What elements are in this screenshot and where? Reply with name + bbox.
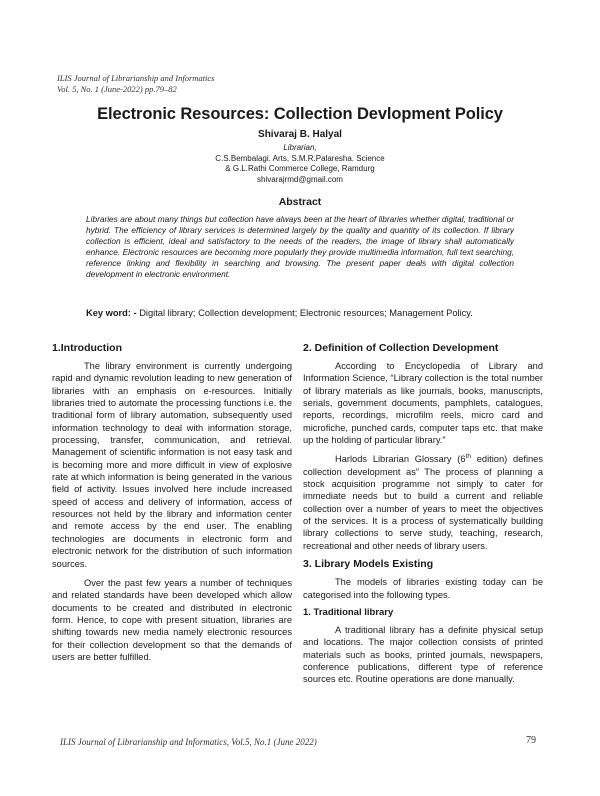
section-heading-library-models: 3. Library Models Existing (303, 558, 434, 571)
page-footer: ILIS Journal of Librarianship and Informatics, Vol.5, No.1 (June 2022) (60, 737, 317, 747)
subheading-traditional-library: 1. Traditional library (303, 606, 394, 618)
author-affiliation (0, 143, 600, 185)
abstract-heading: Abstract (278, 196, 322, 208)
introduction-paragraph-2: Over the past few years a number of techniques and related standards have been developed which allow documents to be created and distributed in electronic form. Hence, to cope with present situation, libraries are shifting towards new media namely electronic resources for their collection development so that the demands of users are better fulfilled. (52, 577, 292, 662)
library-models-paragraph: The models of libraries existing today can be categorised into the following types. (303, 577, 543, 600)
journal-name: ILIS Journal of Librarianship and Informatics (57, 73, 215, 83)
author-name: Shivaraj B. Halyal (258, 129, 342, 140)
journal-issue: Vol. 5, No. 1 (June-2022) pp.79–82 (57, 84, 177, 94)
author-role: Librarian, (283, 143, 317, 152)
abstract-text: Libraries are about many things but collection have always been at the heart of libraries whether digital, traditional or hybrid. The efficiency of library services is determined largely by the quality and quantity of its collection. If library collection is efficient, ideal and satisfactory to the needs of the readers, the image of library shall automatically enhance. Electronic resources are becoming more popularly they provide multimedia information, full text searching, reference linking and flexibility in searching and browsing. The present paper deals with digital collection development in electronic environment. (86, 214, 514, 280)
definition-p2-start: Harlods Librarian Glossary (6 (335, 454, 466, 465)
definition-paragraph-2 (303, 453, 543, 552)
right-column (303, 341, 543, 686)
keywords-label: Key word: - (86, 308, 137, 318)
definition-p2-rest: edition) defines collection development as” The process of planning a stock acquisition programme not simply to cater for immediate needs but to build a current and reliable collection over a number of years to meet the objectives of the services. It is a process of systematically building library collections to serve study, teaching, research, recreational and other needs of library users. (303, 454, 544, 551)
section-heading-definition: 2. Definition of Collection Development (303, 342, 499, 354)
affiliation-line-2: & G.L.Rathi Commerce College, Ramdurg (225, 164, 375, 173)
keywords (86, 307, 514, 319)
introduction-paragraph-1: The library environment is currently undergoing rapid and dynamic revolution leading to new generation of libraries with an emphasis on e-resources. Initially libraries tried to automate the processing functions i.e. the traditional form of library automation, subsequently used information technology to deal with information storage, processing, transfer, communication, and retrieval. Management of scientific information is not easy task and is becoming more and more difficult in view of explosive rate at which information is being generated in the various field of activity. Issues involved here include increased speed of access and delivery of information, access of resources not held by the library and information center and remote access by the end user. The enabling technologies are documents in electronic form and electronic network for the distribution of such information sources. (52, 361, 292, 569)
author-email: shivarajrmd@gmail.com (257, 174, 343, 184)
page-number: 79 (526, 735, 536, 746)
journal-header (57, 73, 215, 95)
definition-paragraph-1: According to Encyclopedia of Library and Information Science, “Library collection is the total number of library materials as like journals, books, manuscripts, serials, government documents, pamphlets, catalogues, reports, recordings, microfilm reels, micro card and microfiche, punched cards, computer taps etc. that make up the holding of particular library.” (303, 361, 543, 446)
edition-superscript: th (465, 453, 471, 461)
paper-title: Electronic Resources: Collection Devlopment Policy (97, 105, 503, 123)
traditional-library-paragraph: A traditional library has a definite physical setup and locations. The major collection consists of printed materials such as books, printed journals, newspapers, conference publications, different type of reference sources etc. Routine operations are done manually. (303, 624, 543, 685)
left-column (52, 341, 292, 663)
section-heading-introduction: 1.Introduction (52, 342, 122, 354)
keywords-text: Digital library; Collection development; Electronic resources; Management Policy. (136, 308, 473, 318)
affiliation-line-1: C.S.Bembalagi. Arts, S.M.R.Palaresha. Science (215, 153, 385, 163)
